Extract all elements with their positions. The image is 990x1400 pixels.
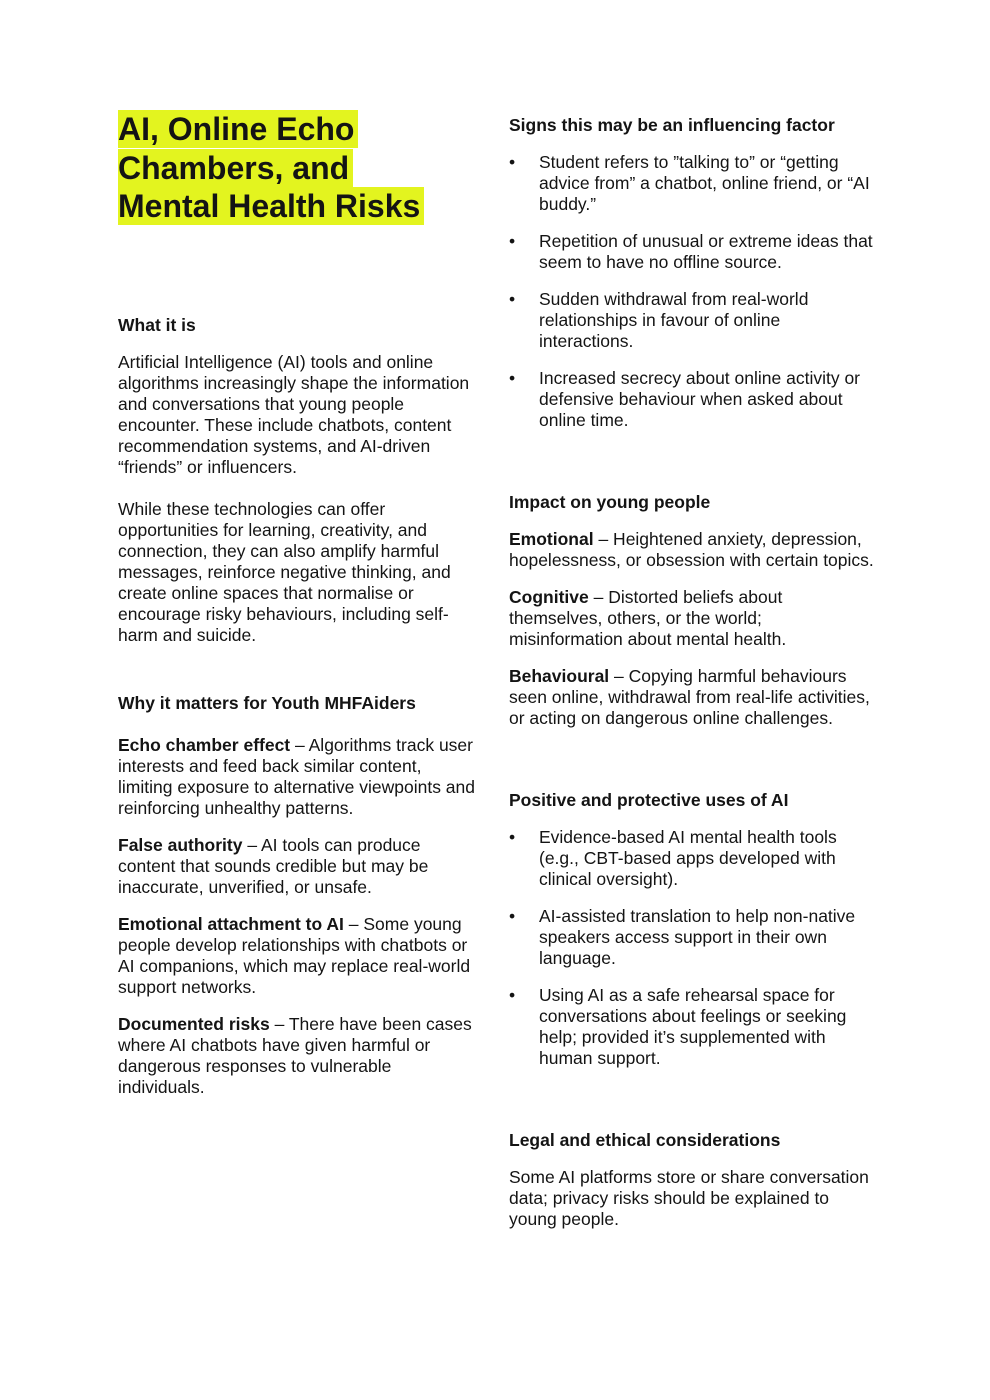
why-item-echo-chamber	[118, 735, 480, 819]
bullet-icon: •	[509, 368, 516, 388]
signs-heading: Signs this may be an influencing factor	[509, 115, 835, 135]
legal-paragraph: Some AI platforms store or share conversation data; privacy risks should be explained to young people.	[509, 1167, 869, 1229]
why-item-text: – AI tools can produce content that sounds credible but may be inaccurate, unverified, or unsafe.	[118, 834, 429, 897]
list-item	[509, 231, 879, 273]
why-item-term: Documented risks	[118, 1013, 270, 1034]
why-item-term: Emotional attachment to AI	[118, 913, 344, 934]
why-item-emotional-attachment	[118, 914, 480, 998]
page-title	[118, 110, 448, 226]
signs-list	[509, 152, 879, 431]
impact-item-text: – Copying harmful behaviours seen online, withdrawal from real-life activities, or acting on dangerous online challenges.	[509, 666, 870, 728]
positive-uses-list	[509, 827, 879, 1069]
impact-list	[509, 529, 879, 729]
list-item	[509, 289, 879, 352]
bullet-icon: •	[509, 985, 516, 1005]
list-item-text: Student refers to ”talking to” or “getting advice from” a chatbot, online friend, or “AI buddy.”	[539, 152, 870, 214]
list-item-text: Sudden withdrawal from real-world relationships in favour of online interactions.	[539, 289, 809, 351]
legal-heading: Legal and ethical considerations	[509, 1130, 781, 1150]
list-item-text: Increased secrecy about online activity or defensive behaviour when asked about online time.	[539, 368, 860, 430]
list-item	[509, 827, 879, 890]
list-item	[509, 985, 879, 1069]
bullet-icon: •	[509, 289, 516, 309]
impact-item-term: Emotional	[509, 529, 594, 549]
why-it-matters-list	[118, 735, 480, 1098]
why-item-documented-risks	[118, 1014, 480, 1098]
what-it-is-heading: What it is	[118, 314, 196, 335]
why-item-term: Echo chamber effect	[118, 734, 291, 755]
bullet-icon: •	[509, 231, 516, 251]
positive-uses-heading: Positive and protective uses of AI	[509, 790, 789, 810]
impact-item-term: Behavioural	[509, 666, 610, 686]
impact-item-text: – Distorted beliefs about themselves, others, or the world; misinformation about mental health.	[509, 587, 787, 649]
impact-item-behavioural	[509, 666, 879, 729]
bullet-icon: •	[509, 906, 516, 926]
impact-item-text: – Heightened anxiety, depression, hopelessness, or obsession with certain topics.	[509, 529, 874, 570]
why-item-false-authority	[118, 835, 480, 898]
why-item-term: False authority	[118, 834, 243, 855]
impact-item-term: Cognitive	[509, 587, 589, 607]
impact-heading: Impact on young people	[509, 492, 711, 512]
why-it-matters-heading: Why it matters for Youth MHFAiders	[118, 692, 416, 713]
impact-item-cognitive	[509, 587, 879, 650]
why-item-text: – Some young people develop relationships with chatbots or AI companions, which may replace real-world support networks.	[118, 913, 471, 997]
what-it-is-paragraph-1: Artificial Intelligence (AI) tools and online algorithms increasingly shape the information and conversations that young people encounter. These include chatbots, content recommendation systems, and AI-driven “friends” or influencers.	[118, 351, 470, 477]
impact-item-emotional	[509, 529, 879, 571]
list-item-text: AI-assisted translation to help non-native speakers access support in their own language.	[539, 906, 856, 968]
bullet-icon: •	[509, 152, 516, 172]
list-item	[509, 906, 879, 969]
list-item-text: Evidence-based AI mental health tools (e.g., CBT-based apps developed with clinical oversight).	[539, 827, 837, 889]
left-column	[118, 110, 480, 1114]
bullet-icon: •	[509, 827, 516, 847]
list-item	[509, 368, 879, 431]
title-line-2: Chambers, and	[118, 149, 353, 187]
title-line-3: Mental Health Risks	[118, 187, 424, 225]
list-item-text: Repetition of unusual or extreme ideas that seem to have no offline source.	[539, 231, 873, 272]
title-line-1: AI, Online Echo	[118, 110, 358, 148]
why-item-text: – Algorithms track user interests and feed back similar content, limiting exposure to alternative viewpoints and reinforcing unhealthy patterns.	[118, 734, 475, 818]
what-it-is-paragraph-2: While these technologies can offer opportunities for learning, creativity, and connection, they can also amplify harmful messages, reinforce negative thinking, and create online spaces that normalise or encourage risky behaviours, including self-harm and suicide.	[118, 498, 451, 645]
right-column	[509, 114, 879, 1230]
why-item-text: – There have been cases where AI chatbots have given harmful or dangerous responses to vulnerable individuals.	[118, 1013, 472, 1097]
list-item-text: Using AI as a safe rehearsal space for conversations about feelings or seeking help; provided it’s supplemented with human support.	[539, 985, 847, 1068]
list-item	[509, 152, 879, 215]
